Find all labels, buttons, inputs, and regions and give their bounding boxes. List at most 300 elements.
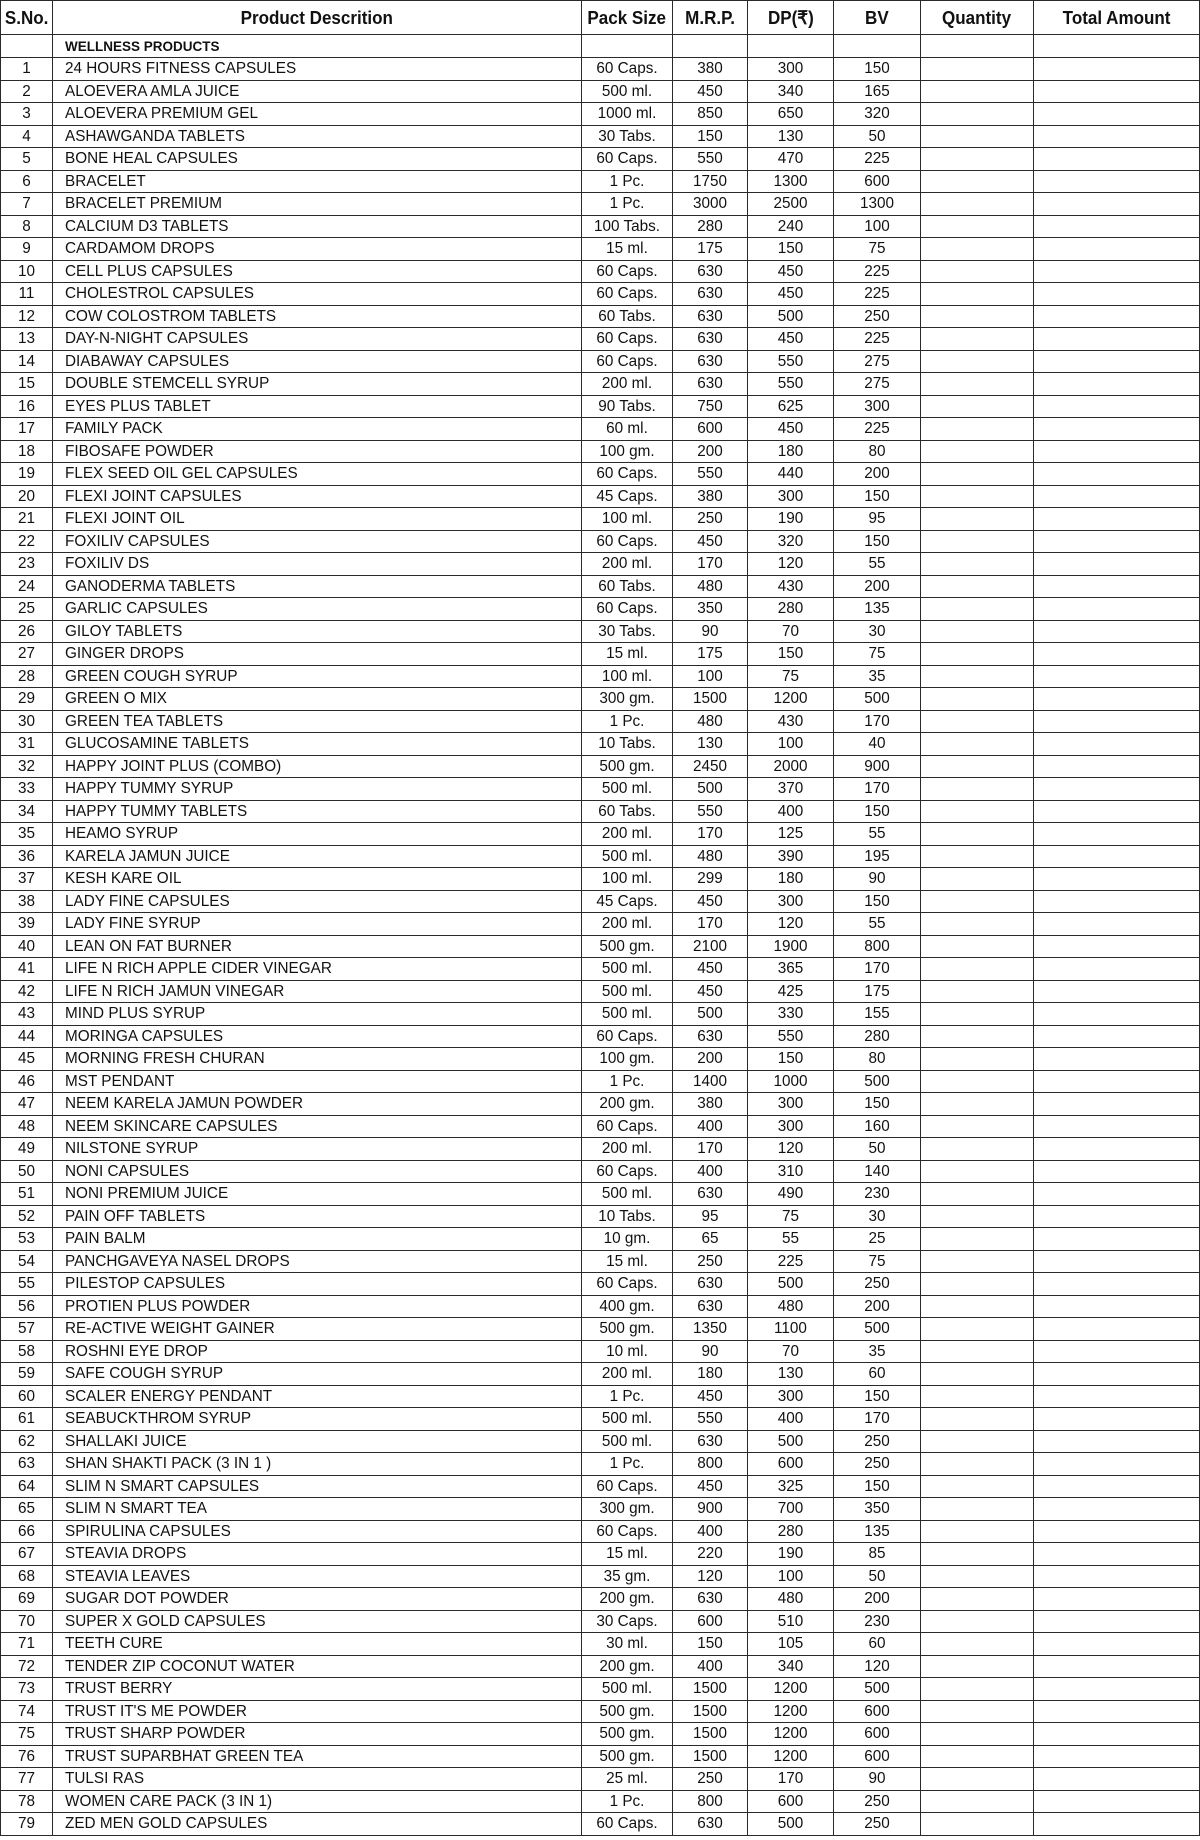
quantity-cell[interactable] xyxy=(921,350,1034,373)
total-amount-cell[interactable] xyxy=(1034,1655,1200,1678)
quantity-cell[interactable] xyxy=(921,485,1034,508)
total-amount-cell[interactable] xyxy=(1034,350,1200,373)
total-amount-cell[interactable] xyxy=(1034,1250,1200,1273)
total-amount-cell[interactable] xyxy=(1034,1768,1200,1791)
description-cell: TRUST SUPARBHAT GREEN TEA xyxy=(53,1745,582,1768)
table-row xyxy=(1,1273,1200,1296)
quantity-cell[interactable] xyxy=(921,103,1034,126)
dp-cell: 340 xyxy=(748,80,834,103)
description-cell: MST PENDANT xyxy=(53,1070,582,1093)
mrp-cell: 550 xyxy=(673,800,748,823)
total-amount-cell[interactable] xyxy=(1034,845,1200,868)
description-cell: PROTIEN PLUS POWDER xyxy=(53,1295,582,1318)
bv-cell: 35 xyxy=(834,665,921,688)
quantity-cell[interactable] xyxy=(921,1790,1034,1813)
quantity-cell[interactable] xyxy=(921,1003,1034,1026)
section-row xyxy=(1,35,1200,58)
sno-cell: 34 xyxy=(1,800,53,823)
dp-cell: 55 xyxy=(748,1228,834,1251)
bv-cell: 80 xyxy=(834,440,921,463)
mrp-cell: 250 xyxy=(673,1250,748,1273)
quantity-cell[interactable] xyxy=(921,1048,1034,1071)
dp-cell: 1100 xyxy=(748,1318,834,1341)
table-row xyxy=(1,575,1200,598)
mrp-cell: 350 xyxy=(673,598,748,621)
quantity-cell[interactable] xyxy=(921,1340,1034,1363)
quantity-cell[interactable] xyxy=(921,1205,1034,1228)
quantity-cell[interactable] xyxy=(921,1385,1034,1408)
quantity-cell[interactable] xyxy=(921,58,1034,81)
description-cell: GINGER DROPS xyxy=(53,643,582,666)
quantity-cell[interactable] xyxy=(921,373,1034,396)
quantity-cell[interactable] xyxy=(921,1408,1034,1431)
total-amount-cell[interactable] xyxy=(1034,1003,1200,1026)
total-amount-cell[interactable] xyxy=(1034,1475,1200,1498)
table-row xyxy=(1,1250,1200,1273)
mrp-cell: 250 xyxy=(673,1768,748,1791)
total-amount-cell[interactable] xyxy=(1034,283,1200,306)
total-amount-cell[interactable] xyxy=(1034,1790,1200,1813)
quantity-cell[interactable] xyxy=(921,1430,1034,1453)
total-amount-cell[interactable] xyxy=(1034,710,1200,733)
dp-cell: 300 xyxy=(748,485,834,508)
sno-cell: 76 xyxy=(1,1745,53,1768)
quantity-cell[interactable] xyxy=(921,958,1034,981)
total-amount-cell[interactable] xyxy=(1034,1183,1200,1206)
pack-size-cell: 60 Caps. xyxy=(582,463,673,486)
dp-cell: 1200 xyxy=(748,1745,834,1768)
description-cell: TRUST IT'S ME POWDER xyxy=(53,1700,582,1723)
bv-cell: 150 xyxy=(834,1093,921,1116)
quantity-cell[interactable] xyxy=(921,463,1034,486)
quantity-cell[interactable] xyxy=(921,440,1034,463)
sno-cell: 1 xyxy=(1,58,53,81)
quantity-cell[interactable] xyxy=(921,845,1034,868)
table-row xyxy=(1,1813,1200,1836)
total-amount-cell[interactable] xyxy=(1034,1745,1200,1768)
quantity-cell[interactable] xyxy=(921,305,1034,328)
table-row xyxy=(1,935,1200,958)
total-amount-cell[interactable] xyxy=(1034,1813,1200,1836)
mrp-cell: 630 xyxy=(673,1813,748,1836)
quantity-cell[interactable] xyxy=(921,553,1034,576)
quantity-cell[interactable] xyxy=(921,148,1034,171)
total-amount-cell[interactable] xyxy=(1034,1160,1200,1183)
total-amount-cell[interactable] xyxy=(1034,620,1200,643)
quantity-cell[interactable] xyxy=(921,193,1034,216)
total-amount-cell[interactable] xyxy=(1034,1453,1200,1476)
quantity-cell[interactable] xyxy=(921,935,1034,958)
total-amount-cell[interactable] xyxy=(1034,1588,1200,1611)
total-amount-cell[interactable] xyxy=(1034,373,1200,396)
description-cell: MORINGA CAPSULES xyxy=(53,1025,582,1048)
sno-cell: 69 xyxy=(1,1588,53,1611)
description-cell: TEETH CURE xyxy=(53,1633,582,1656)
table-row xyxy=(1,620,1200,643)
dp-cell: 180 xyxy=(748,440,834,463)
header-dp: DP(₹) xyxy=(748,1,834,35)
mrp-cell: 200 xyxy=(673,1048,748,1071)
quantity-cell[interactable] xyxy=(921,1138,1034,1161)
pack-size-cell: 60 Tabs. xyxy=(582,305,673,328)
quantity-cell[interactable] xyxy=(921,170,1034,193)
quantity-cell[interactable] xyxy=(921,1250,1034,1273)
quantity-cell[interactable] xyxy=(921,1160,1034,1183)
total-amount-cell[interactable] xyxy=(1034,215,1200,238)
total-amount-cell[interactable] xyxy=(1034,1430,1200,1453)
table-row xyxy=(1,845,1200,868)
total-amount-cell[interactable] xyxy=(1034,1093,1200,1116)
total-amount-cell[interactable] xyxy=(1034,800,1200,823)
quantity-cell[interactable] xyxy=(921,1363,1034,1386)
description-cell: GARLIC CAPSULES xyxy=(53,598,582,621)
quantity-cell[interactable] xyxy=(921,1678,1034,1701)
quantity-cell[interactable] xyxy=(921,125,1034,148)
description-cell: NILSTONE SYRUP xyxy=(53,1138,582,1161)
quantity-cell[interactable] xyxy=(921,800,1034,823)
sno-cell: 25 xyxy=(1,598,53,621)
quantity-cell[interactable] xyxy=(921,328,1034,351)
sno-cell: 61 xyxy=(1,1408,53,1431)
quantity-cell[interactable] xyxy=(921,1498,1034,1521)
dp-cell: 225 xyxy=(748,1250,834,1273)
quantity-cell[interactable] xyxy=(921,710,1034,733)
total-amount-cell[interactable] xyxy=(1034,755,1200,778)
total-amount-cell[interactable] xyxy=(1034,575,1200,598)
total-amount-cell[interactable] xyxy=(1034,193,1200,216)
total-amount-cell[interactable] xyxy=(1034,553,1200,576)
quantity-cell[interactable] xyxy=(921,395,1034,418)
table-row xyxy=(1,688,1200,711)
quantity-cell[interactable] xyxy=(921,1813,1034,1836)
bv-cell: 500 xyxy=(834,688,921,711)
quantity-cell[interactable] xyxy=(921,778,1034,801)
pack-size-cell: 30 Tabs. xyxy=(582,620,673,643)
quantity-cell[interactable] xyxy=(921,1115,1034,1138)
pack-size-cell: 500 gm. xyxy=(582,1745,673,1768)
description-cell: PILESTOP CAPSULES xyxy=(53,1273,582,1296)
dp-cell: 320 xyxy=(748,530,834,553)
total-amount-cell[interactable] xyxy=(1034,238,1200,261)
total-amount-cell[interactable] xyxy=(1034,868,1200,891)
total-amount-cell[interactable] xyxy=(1034,935,1200,958)
total-amount-cell[interactable] xyxy=(1034,1565,1200,1588)
table-row xyxy=(1,58,1200,81)
sno-cell: 77 xyxy=(1,1768,53,1791)
quantity-cell[interactable] xyxy=(921,755,1034,778)
bv-cell: 150 xyxy=(834,1475,921,1498)
quantity-cell[interactable] xyxy=(921,575,1034,598)
total-amount-cell[interactable] xyxy=(1034,80,1200,103)
pack-size-cell: 30 Tabs. xyxy=(582,125,673,148)
quantity-cell[interactable] xyxy=(921,1745,1034,1768)
total-amount-cell[interactable] xyxy=(1034,148,1200,171)
mrp-cell: 170 xyxy=(673,823,748,846)
header-pack-size: Pack Size xyxy=(582,1,673,35)
pack-size-cell: 500 ml. xyxy=(582,958,673,981)
total-amount-cell[interactable] xyxy=(1034,688,1200,711)
total-amount-cell[interactable] xyxy=(1034,890,1200,913)
dp-cell: 70 xyxy=(748,620,834,643)
quantity-cell[interactable] xyxy=(921,665,1034,688)
total-amount-cell[interactable] xyxy=(1034,958,1200,981)
description-cell: GREEN TEA TABLETS xyxy=(53,710,582,733)
quantity-cell[interactable] xyxy=(921,1318,1034,1341)
total-amount-cell[interactable] xyxy=(1034,260,1200,283)
quantity-cell[interactable] xyxy=(921,1025,1034,1048)
total-amount-cell[interactable] xyxy=(1034,530,1200,553)
description-cell: DAY-N-NIGHT CAPSULES xyxy=(53,328,582,351)
dp-cell: 105 xyxy=(748,1633,834,1656)
total-amount-cell[interactable] xyxy=(1034,305,1200,328)
total-amount-cell[interactable] xyxy=(1034,1228,1200,1251)
sno-cell: 45 xyxy=(1,1048,53,1071)
total-amount-cell[interactable] xyxy=(1034,1700,1200,1723)
total-amount-cell[interactable] xyxy=(1034,1543,1200,1566)
quantity-cell[interactable] xyxy=(921,688,1034,711)
sno-cell: 22 xyxy=(1,530,53,553)
quantity-cell[interactable] xyxy=(921,598,1034,621)
description-cell: ZED MEN GOLD CAPSULES xyxy=(53,1813,582,1836)
total-amount-cell[interactable] xyxy=(1034,1295,1200,1318)
table-row xyxy=(1,463,1200,486)
description-cell: CARDAMOM DROPS xyxy=(53,238,582,261)
dp-cell: 300 xyxy=(748,1385,834,1408)
total-amount-cell[interactable] xyxy=(1034,1723,1200,1746)
total-amount-cell[interactable] xyxy=(1034,1678,1200,1701)
mrp-cell: 1500 xyxy=(673,1700,748,1723)
quantity-cell[interactable] xyxy=(921,1565,1034,1588)
mrp-cell: 2100 xyxy=(673,935,748,958)
total-amount-cell[interactable] xyxy=(1034,418,1200,441)
bv-cell: 150 xyxy=(834,485,921,508)
total-amount-cell[interactable] xyxy=(1034,463,1200,486)
mrp-cell: 380 xyxy=(673,1093,748,1116)
total-amount-cell[interactable] xyxy=(1034,328,1200,351)
total-amount-cell[interactable] xyxy=(1034,823,1200,846)
quantity-cell[interactable] xyxy=(921,913,1034,936)
dp-cell: 1300 xyxy=(748,170,834,193)
total-amount-cell[interactable] xyxy=(1034,1205,1200,1228)
quantity-cell[interactable] xyxy=(921,868,1034,891)
dp-cell: 550 xyxy=(748,373,834,396)
dp-cell: 500 xyxy=(748,1813,834,1836)
sno-cell: 7 xyxy=(1,193,53,216)
mrp-cell: 450 xyxy=(673,1475,748,1498)
quantity-cell[interactable] xyxy=(921,620,1034,643)
bv-cell: 200 xyxy=(834,463,921,486)
quantity-cell[interactable] xyxy=(921,530,1034,553)
quantity-cell[interactable] xyxy=(921,1453,1034,1476)
description-cell: FIBOSAFE POWDER xyxy=(53,440,582,463)
sno-cell: 51 xyxy=(1,1183,53,1206)
quantity-cell[interactable] xyxy=(921,1520,1034,1543)
dp-cell: 430 xyxy=(748,710,834,733)
total-amount-cell[interactable] xyxy=(1034,733,1200,756)
quantity-cell[interactable] xyxy=(921,1610,1034,1633)
total-amount-cell[interactable] xyxy=(1034,1520,1200,1543)
quantity-cell[interactable] xyxy=(921,643,1034,666)
bv-cell: 1300 xyxy=(834,193,921,216)
bv-cell: 320 xyxy=(834,103,921,126)
quantity-cell[interactable] xyxy=(921,1768,1034,1791)
mrp-cell: 400 xyxy=(673,1115,748,1138)
pack-size-cell: 60 Caps. xyxy=(582,260,673,283)
sno-cell: 20 xyxy=(1,485,53,508)
bv-cell: 170 xyxy=(834,1408,921,1431)
bv-cell: 55 xyxy=(834,823,921,846)
mrp-cell: 400 xyxy=(673,1160,748,1183)
total-amount-cell[interactable] xyxy=(1034,1363,1200,1386)
sno-cell: 8 xyxy=(1,215,53,238)
pack-size-cell: 60 ml. xyxy=(582,418,673,441)
total-amount-cell[interactable] xyxy=(1034,1385,1200,1408)
total-amount-cell[interactable] xyxy=(1034,980,1200,1003)
quantity-cell[interactable] xyxy=(921,1588,1034,1611)
description-cell: PAIN OFF TABLETS xyxy=(53,1205,582,1228)
sno-cell: 41 xyxy=(1,958,53,981)
total-amount-cell[interactable] xyxy=(1034,485,1200,508)
total-amount-cell[interactable] xyxy=(1034,598,1200,621)
total-amount-cell[interactable] xyxy=(1034,778,1200,801)
description-cell: SPIRULINA CAPSULES xyxy=(53,1520,582,1543)
mrp-cell: 550 xyxy=(673,1408,748,1431)
pack-size-cell: 15 ml. xyxy=(582,238,673,261)
total-amount-cell[interactable] xyxy=(1034,1498,1200,1521)
pack-size-cell: 400 gm. xyxy=(582,1295,673,1318)
total-amount-cell[interactable] xyxy=(1034,1408,1200,1431)
total-amount-cell[interactable] xyxy=(1034,170,1200,193)
quantity-cell[interactable] xyxy=(921,890,1034,913)
section-empty-cell xyxy=(582,35,673,58)
quantity-cell[interactable] xyxy=(921,823,1034,846)
section-empty-cell xyxy=(921,35,1034,58)
bv-cell: 225 xyxy=(834,283,921,306)
total-amount-cell[interactable] xyxy=(1034,1273,1200,1296)
mrp-cell: 180 xyxy=(673,1363,748,1386)
description-cell: RE-ACTIVE WEIGHT GAINER xyxy=(53,1318,582,1341)
quantity-cell[interactable] xyxy=(921,1543,1034,1566)
quantity-cell[interactable] xyxy=(921,1723,1034,1746)
quantity-cell[interactable] xyxy=(921,260,1034,283)
dp-cell: 450 xyxy=(748,260,834,283)
sno-cell: 60 xyxy=(1,1385,53,1408)
sno-cell: 57 xyxy=(1,1318,53,1341)
quantity-cell[interactable] xyxy=(921,1093,1034,1116)
quantity-cell[interactable] xyxy=(921,283,1034,306)
sno-cell: 33 xyxy=(1,778,53,801)
total-amount-cell[interactable] xyxy=(1034,1633,1200,1656)
sno-cell: 13 xyxy=(1,328,53,351)
total-amount-cell[interactable] xyxy=(1034,508,1200,531)
sno-cell: 54 xyxy=(1,1250,53,1273)
quantity-cell[interactable] xyxy=(921,1273,1034,1296)
quantity-cell[interactable] xyxy=(921,980,1034,1003)
description-cell: LEAN ON FAT BURNER xyxy=(53,935,582,958)
pack-size-cell: 30 ml. xyxy=(582,1633,673,1656)
bv-cell: 150 xyxy=(834,530,921,553)
pack-size-cell: 10 ml. xyxy=(582,1340,673,1363)
dp-cell: 75 xyxy=(748,1205,834,1228)
total-amount-cell[interactable] xyxy=(1034,395,1200,418)
pack-size-cell: 200 ml. xyxy=(582,823,673,846)
quantity-cell[interactable] xyxy=(921,1655,1034,1678)
sno-cell: 39 xyxy=(1,913,53,936)
table-row xyxy=(1,1498,1200,1521)
quantity-cell[interactable] xyxy=(921,508,1034,531)
sno-cell: 44 xyxy=(1,1025,53,1048)
mrp-cell: 90 xyxy=(673,1340,748,1363)
mrp-cell: 3000 xyxy=(673,193,748,216)
sno-cell: 29 xyxy=(1,688,53,711)
mrp-cell: 800 xyxy=(673,1790,748,1813)
total-amount-cell[interactable] xyxy=(1034,1025,1200,1048)
bv-cell: 225 xyxy=(834,418,921,441)
total-amount-cell[interactable] xyxy=(1034,1340,1200,1363)
description-cell: SLIM N SMART CAPSULES xyxy=(53,1475,582,1498)
total-amount-cell[interactable] xyxy=(1034,125,1200,148)
mrp-cell: 850 xyxy=(673,103,748,126)
description-cell: FOXILIV CAPSULES xyxy=(53,530,582,553)
total-amount-cell[interactable] xyxy=(1034,58,1200,81)
dp-cell: 700 xyxy=(748,1498,834,1521)
total-amount-cell[interactable] xyxy=(1034,913,1200,936)
quantity-cell[interactable] xyxy=(921,418,1034,441)
pack-size-cell: 60 Caps. xyxy=(582,148,673,171)
total-amount-cell[interactable] xyxy=(1034,1138,1200,1161)
total-amount-cell[interactable] xyxy=(1034,665,1200,688)
total-amount-cell[interactable] xyxy=(1034,440,1200,463)
total-amount-cell[interactable] xyxy=(1034,1048,1200,1071)
quantity-cell[interactable] xyxy=(921,1070,1034,1093)
pack-size-cell: 1 Pc. xyxy=(582,710,673,733)
quantity-cell[interactable] xyxy=(921,1700,1034,1723)
quantity-cell[interactable] xyxy=(921,238,1034,261)
table-row xyxy=(1,1543,1200,1566)
total-amount-cell[interactable] xyxy=(1034,1070,1200,1093)
total-amount-cell[interactable] xyxy=(1034,1318,1200,1341)
quantity-cell[interactable] xyxy=(921,80,1034,103)
table-row xyxy=(1,1093,1200,1116)
bv-cell: 225 xyxy=(834,328,921,351)
mrp-cell: 630 xyxy=(673,305,748,328)
total-amount-cell[interactable] xyxy=(1034,1610,1200,1633)
bv-cell: 90 xyxy=(834,868,921,891)
quantity-cell[interactable] xyxy=(921,1228,1034,1251)
pack-size-cell: 1 Pc. xyxy=(582,1385,673,1408)
dp-cell: 370 xyxy=(748,778,834,801)
quantity-cell[interactable] xyxy=(921,1295,1034,1318)
quantity-cell[interactable] xyxy=(921,1475,1034,1498)
total-amount-cell[interactable] xyxy=(1034,103,1200,126)
description-cell: SLIM N SMART TEA xyxy=(53,1498,582,1521)
dp-cell: 300 xyxy=(748,1093,834,1116)
description-cell: ALOEVERA PREMIUM GEL xyxy=(53,103,582,126)
quantity-cell[interactable] xyxy=(921,733,1034,756)
sno-cell: 4 xyxy=(1,125,53,148)
table-row xyxy=(1,260,1200,283)
quantity-cell[interactable] xyxy=(921,1633,1034,1656)
mrp-cell: 550 xyxy=(673,148,748,171)
quantity-cell[interactable] xyxy=(921,1183,1034,1206)
table-row xyxy=(1,485,1200,508)
mrp-cell: 120 xyxy=(673,1565,748,1588)
total-amount-cell[interactable] xyxy=(1034,1115,1200,1138)
mrp-cell: 1500 xyxy=(673,1723,748,1746)
sno-cell: 10 xyxy=(1,260,53,283)
total-amount-cell[interactable] xyxy=(1034,643,1200,666)
quantity-cell[interactable] xyxy=(921,215,1034,238)
